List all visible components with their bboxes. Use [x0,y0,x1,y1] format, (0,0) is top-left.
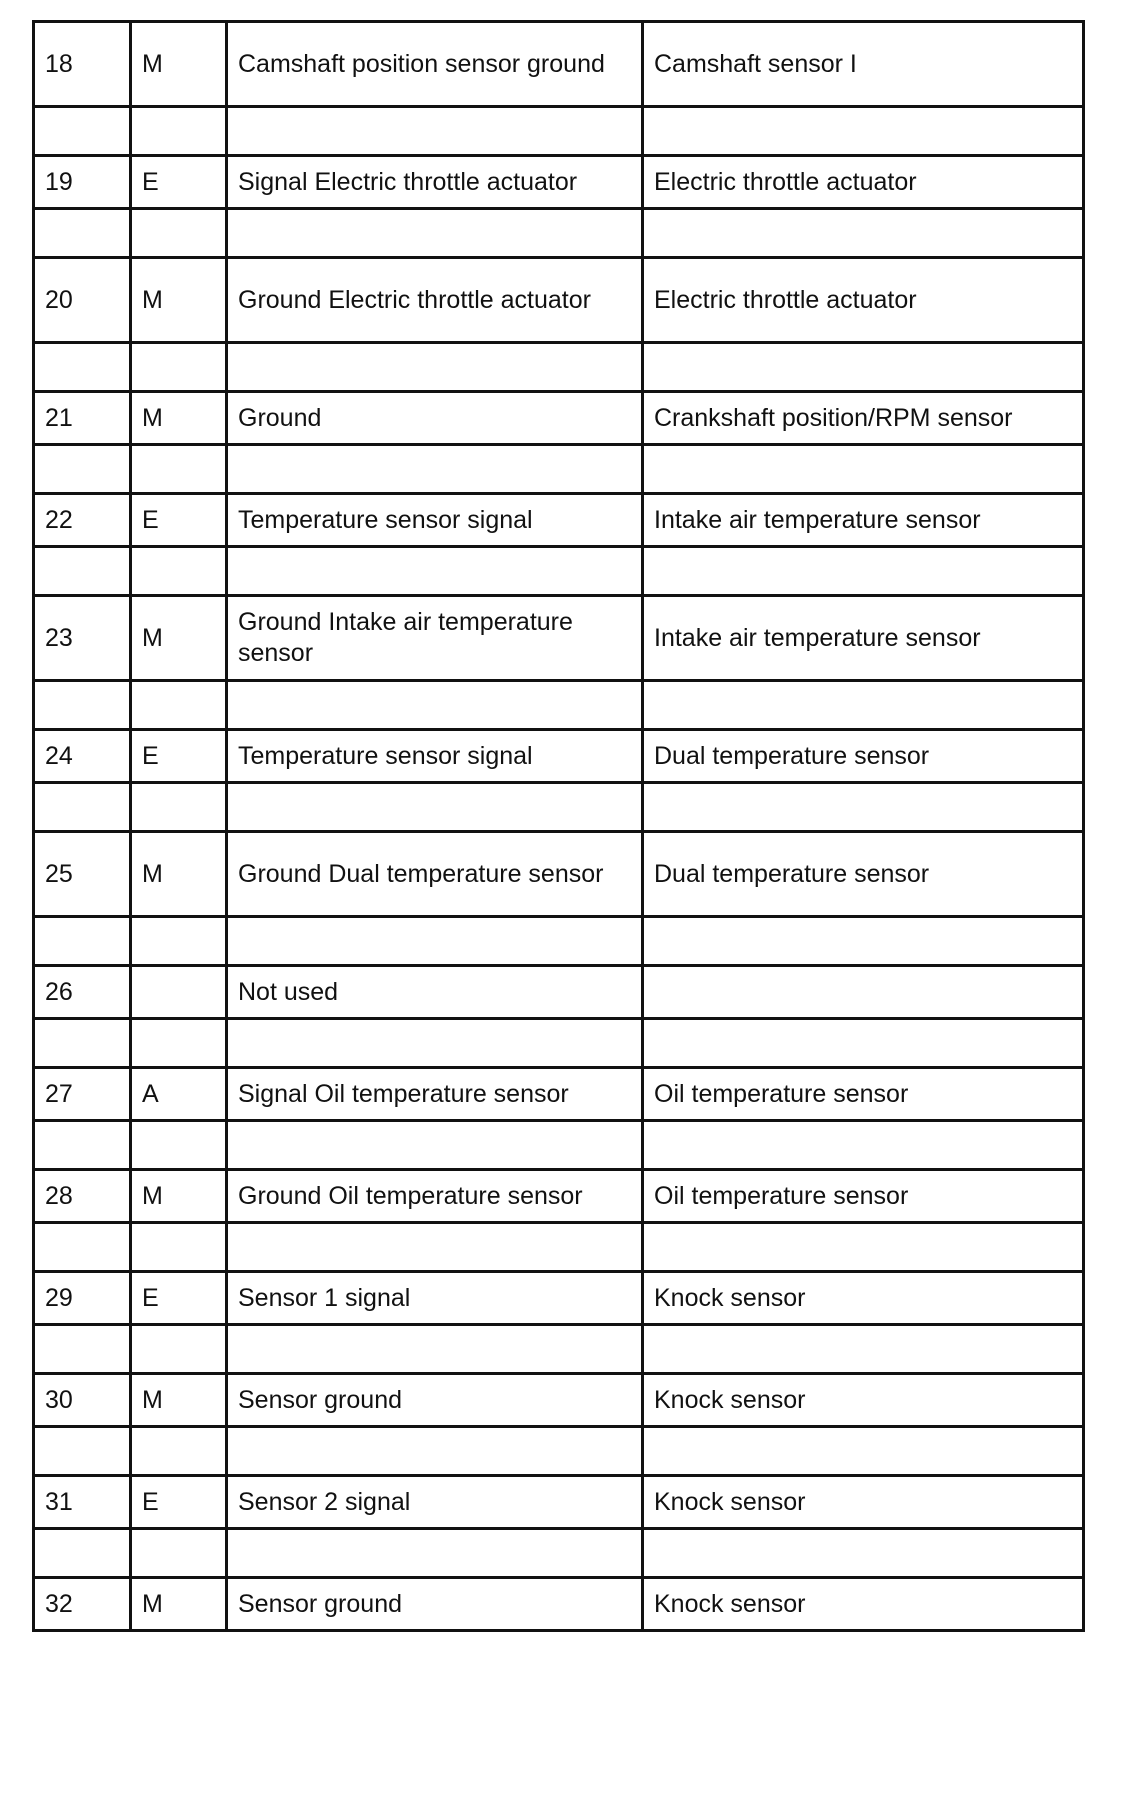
component-cell: Crankshaft position/RPM sensor [643,392,1084,445]
function-cell: Sensor 1 signal [227,1272,643,1325]
function-cell: Ground Oil temperature sensor [227,1170,643,1223]
function-cell: Ground Intake air temperature sensor [227,596,643,681]
function-cell: Signal Electric throttle actuator [227,156,643,209]
function-cell: Sensor ground [227,1578,643,1631]
type-cell: M [131,258,227,343]
type-cell: E [131,494,227,547]
function-cell: Temperature sensor signal [227,494,643,547]
function-cell: Sensor 2 signal [227,1476,643,1529]
pin-cell: 19 [34,156,131,209]
component-cell: Dual temperature sensor [643,832,1084,917]
component-cell: Electric throttle actuator [643,156,1084,209]
pin-cell: 20 [34,258,131,343]
pin-cell: 22 [34,494,131,547]
table-row [34,832,1084,917]
pinout-table [32,20,1085,1632]
table-row [34,596,1084,681]
spacer-row [34,547,1084,596]
table-row [34,1272,1084,1325]
type-cell: M [131,392,227,445]
function-cell: Ground [227,392,643,445]
table-row [34,1476,1084,1529]
type-cell: E [131,1476,227,1529]
table-row [34,392,1084,445]
spacer-row [34,1427,1084,1476]
type-cell: A [131,1068,227,1121]
spacer-row [34,783,1084,832]
pin-cell: 25 [34,832,131,917]
table-row [34,1374,1084,1427]
spacer-row [34,1121,1084,1170]
spacer-row [34,445,1084,494]
type-cell [131,966,227,1019]
pin-cell: 28 [34,1170,131,1223]
component-cell: Oil temperature sensor [643,1068,1084,1121]
pin-cell: 29 [34,1272,131,1325]
component-cell: Dual temperature sensor [643,730,1084,783]
function-cell: Not used [227,966,643,1019]
pin-cell: 24 [34,730,131,783]
component-cell: Oil temperature sensor [643,1170,1084,1223]
function-cell: Temperature sensor signal [227,730,643,783]
component-cell: Electric throttle actuator [643,258,1084,343]
type-cell: E [131,156,227,209]
spacer-row [34,681,1084,730]
component-cell: Knock sensor [643,1272,1084,1325]
spacer-row [34,1019,1084,1068]
pinout-sheet [32,20,1082,1632]
pin-cell: 18 [34,22,131,107]
type-cell: E [131,1272,227,1325]
function-cell: Sensor ground [227,1374,643,1427]
type-cell: E [131,730,227,783]
type-cell: M [131,22,227,107]
type-cell: M [131,1170,227,1223]
component-cell: Knock sensor [643,1476,1084,1529]
table-row [34,258,1084,343]
spacer-row [34,343,1084,392]
component-cell: Knock sensor [643,1578,1084,1631]
spacer-row [34,209,1084,258]
table-row [34,730,1084,783]
function-cell: Camshaft position sensor ground [227,22,643,107]
table-row [34,1068,1084,1121]
function-cell: Ground Dual temperature sensor [227,832,643,917]
pin-cell: 27 [34,1068,131,1121]
function-cell: Ground Electric throttle actuator [227,258,643,343]
pin-cell: 30 [34,1374,131,1427]
spacer-row [34,107,1084,156]
table-row [34,156,1084,209]
component-cell: Knock sensor [643,1374,1084,1427]
type-cell: M [131,596,227,681]
pin-cell: 21 [34,392,131,445]
table-row [34,966,1084,1019]
table-row [34,22,1084,107]
table-row [34,1170,1084,1223]
type-cell: M [131,1374,227,1427]
spacer-row [34,1325,1084,1374]
pin-cell: 31 [34,1476,131,1529]
component-cell: Intake air temperature sensor [643,596,1084,681]
pin-cell: 23 [34,596,131,681]
table-row [34,494,1084,547]
pin-cell: 26 [34,966,131,1019]
type-cell: M [131,832,227,917]
component-cell: Intake air temperature sensor [643,494,1084,547]
table-row [34,1578,1084,1631]
type-cell: M [131,1578,227,1631]
spacer-row [34,1223,1084,1272]
component-cell [643,966,1084,1019]
function-cell: Signal Oil temperature sensor [227,1068,643,1121]
component-cell: Camshaft sensor I [643,22,1084,107]
spacer-row [34,1529,1084,1578]
spacer-row [34,917,1084,966]
pin-cell: 32 [34,1578,131,1631]
